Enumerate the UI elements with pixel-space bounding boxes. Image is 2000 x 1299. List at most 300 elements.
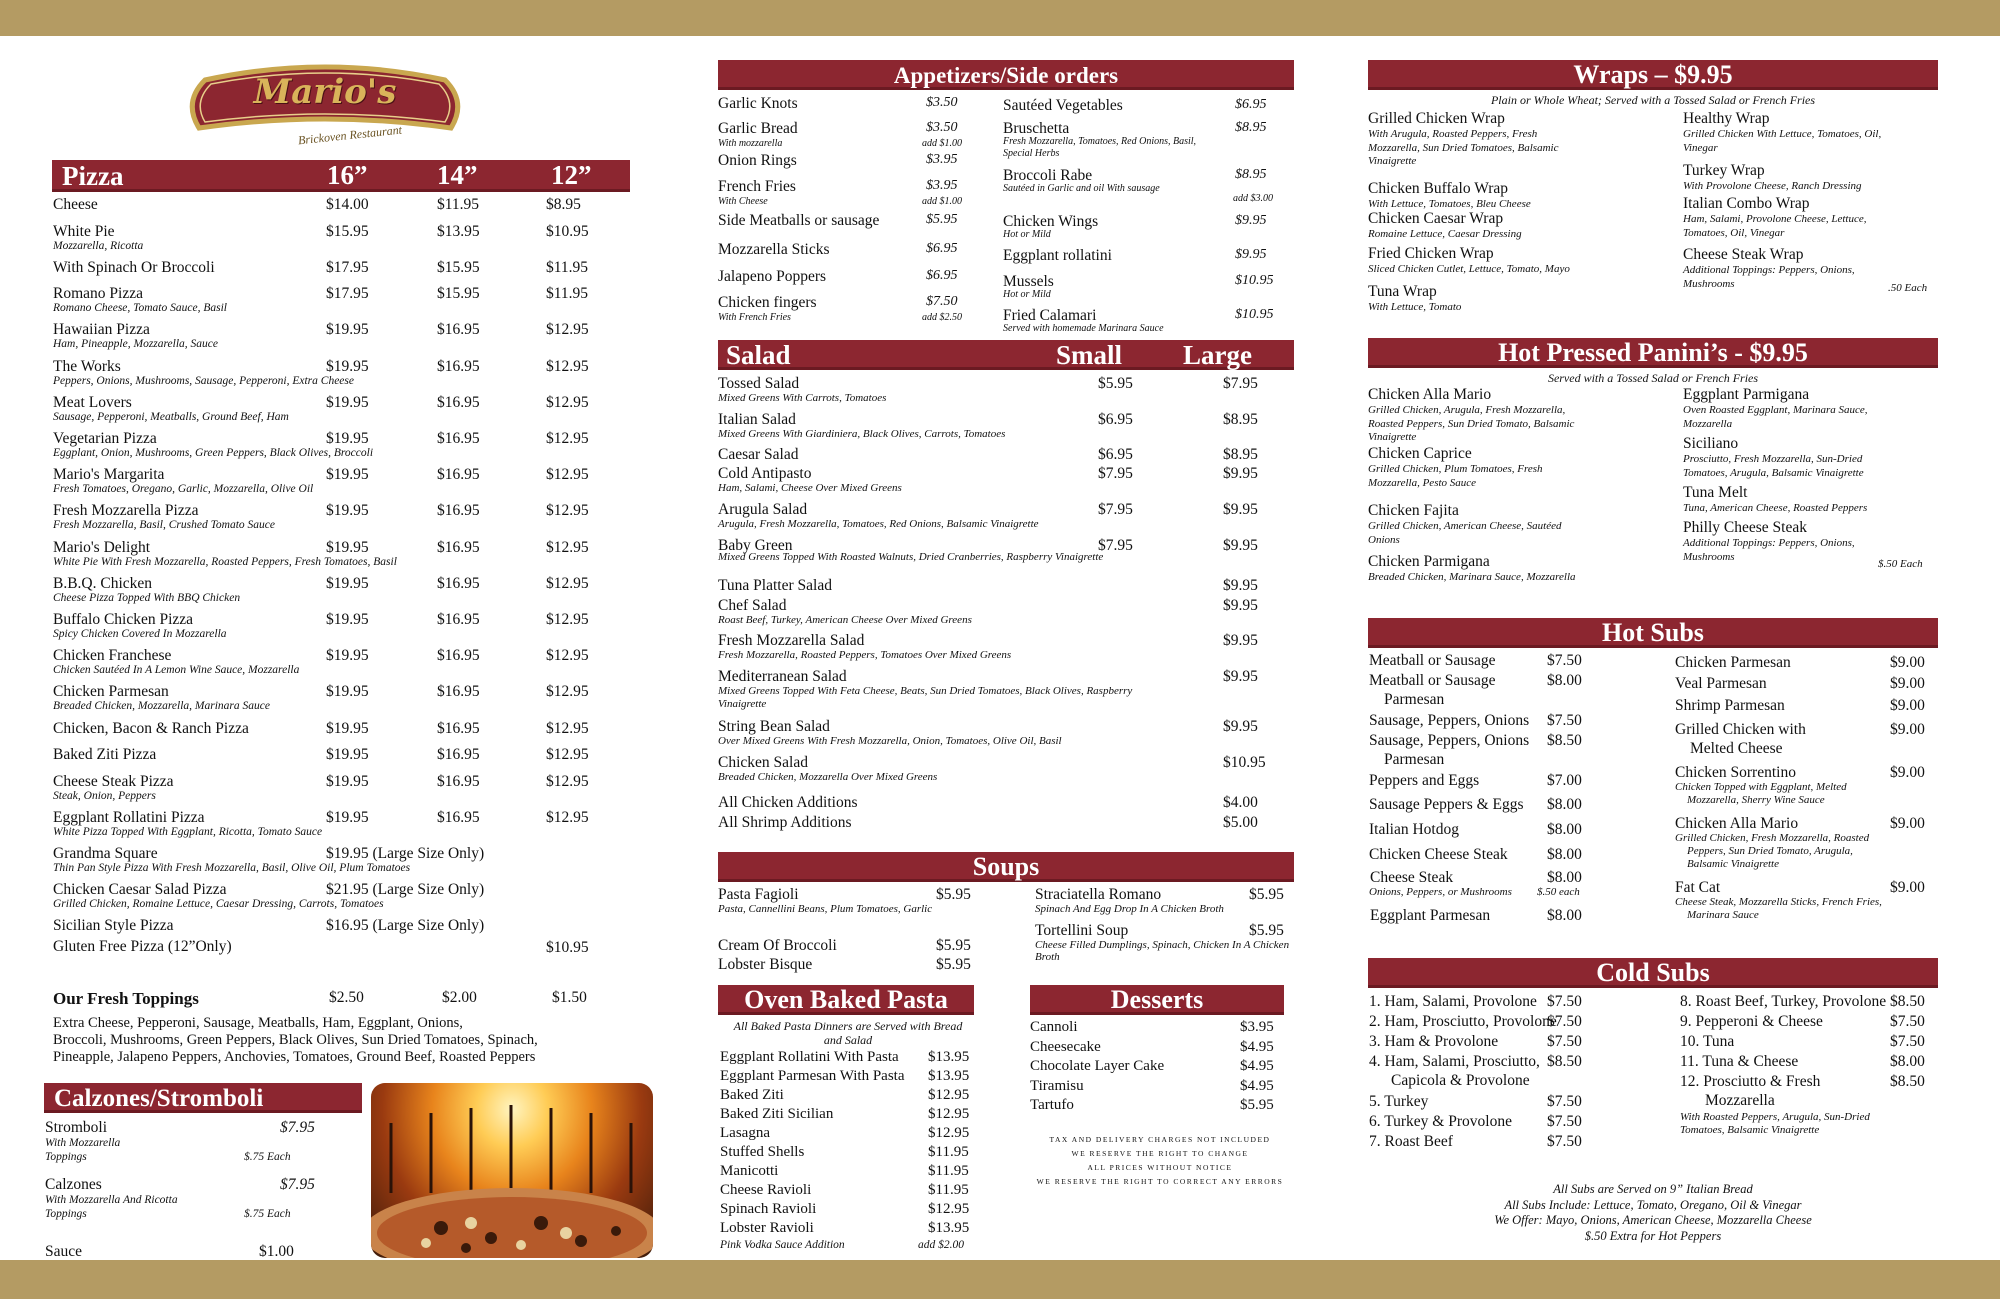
coldsub-name: 12. Prosciutto & Fresh: [1680, 1073, 1821, 1090]
hotsub-row: [1369, 907, 1669, 943]
appetizer-name: Garlic Knots: [718, 95, 798, 112]
wraps-item-desc: With Lettuce, Tomatoes, Bleu Cheese: [1368, 198, 1531, 210]
dessert-row: [1030, 1039, 1284, 1058]
dessert-name: Tartufo: [1030, 1097, 1074, 1113]
wraps-item-name: Chicken Caesar Wrap: [1368, 210, 1504, 227]
panini-item-desc: Tuna, American Cheese, Roasted Peppers: [1683, 502, 1868, 514]
appetizer-name: French Fries: [718, 178, 796, 195]
hotsub-name2: Parmesan: [1384, 751, 1445, 768]
pasta-vodka-price: add $2.00: [918, 1239, 964, 1251]
pizza-price-16: $16.95 (Large Size Only): [326, 917, 485, 934]
panini-item-desc: Mozzarella, Pesto Sauce: [1368, 476, 1477, 489]
salad-price-large: $9.95: [1223, 465, 1258, 482]
wraps-item-desc: Additional Toppings: Peppers, Onions,: [1683, 264, 1855, 276]
pizza-price-16: $15.95: [326, 222, 369, 240]
pizza-item-desc: Grilled Chicken, Romaine Lettuce, Caesar Dressing, Carrots, Tomatoes: [53, 898, 384, 910]
coldsubs-note: All Subs Include: Lettuce, Tomato, Oregano, Oil & Vinegar: [1504, 1197, 1802, 1212]
appetizer-price: $9.95: [1235, 247, 1267, 262]
salad-price-large: $9.95: [1223, 597, 1258, 614]
hotsub-row: [1369, 732, 1669, 768]
pizza-price-16: $21.95 (Large Size Only): [326, 881, 485, 898]
salad-row: [718, 411, 1294, 445]
salad-price-large: $9.95: [1223, 718, 1258, 735]
wraps-item-desc: Mozzarella, Sun Dried Tomatoes, Balsamic: [1368, 141, 1559, 154]
pizza-row: [52, 845, 630, 881]
wraps-item-name: Cheese Steak Wrap: [1683, 246, 1804, 263]
pasta-vodka-row: [718, 1239, 974, 1255]
salad-item-desc: Ham, Salami, Cheese Over Mixed Greens: [718, 482, 902, 494]
wraps-header: [1368, 60, 1938, 90]
salad-row: [718, 632, 1294, 666]
pizza-price-12: $10.95: [546, 222, 589, 240]
appetizer-add: add $1.00: [922, 138, 962, 149]
hotsub-price: $8.00: [1547, 869, 1582, 886]
pasta-name: Baked Ziti Sicilian: [720, 1106, 834, 1122]
hotsub-name: Peppers and Eggs: [1369, 772, 1480, 789]
salad-price-small: $6.95: [1098, 446, 1133, 463]
coldsub-name2: Mozzarella: [1705, 1092, 1775, 1109]
appetizer-name: Garlic Bread: [718, 120, 798, 137]
coldsub-price: $7.50: [1890, 1013, 1925, 1030]
salad-row: [718, 465, 1294, 499]
hotsub-price: $9.00: [1890, 675, 1925, 692]
wraps-item: [1368, 210, 1623, 250]
pizza-row: [52, 502, 630, 538]
appetizer-row: [718, 95, 998, 123]
fine-print-line: WE RESERVE THE RIGHT TO CORRECT ANY ERRORS: [1036, 1177, 1284, 1186]
appetizer-price: $7.50: [926, 294, 958, 309]
salad-row: [718, 814, 1294, 848]
wraps-item-desc: With Lettuce, Tomato: [1368, 301, 1462, 313]
toppings-row: [52, 989, 630, 1015]
hotsub-desc3: Balsamic Vinaigrette: [1687, 858, 1779, 870]
salad-item-name: All Shrimp Additions: [718, 814, 852, 831]
pizza-size-p12: 12”: [551, 160, 592, 190]
appetizer-name: Bruschetta: [1003, 120, 1070, 137]
appetizer-add: add $1.00: [922, 196, 962, 207]
pasta-header-title: Oven Baked Pasta: [744, 985, 948, 1014]
pizza-price-14: $16.95: [437, 746, 480, 764]
pizza-price-12: $12.95: [546, 393, 589, 411]
panini-note: Served with a Tossed Salad or French Fries: [1547, 371, 1759, 385]
pasta-row: [718, 1087, 974, 1106]
hotsub-name: Sausage Peppers & Eggs: [1369, 796, 1524, 813]
appetizer-price: $6.95: [926, 241, 958, 256]
pizza-item-name: Meat Lovers: [53, 393, 132, 411]
appetizer-row: [718, 294, 998, 322]
pizza-item-name: Grandma Square: [53, 845, 158, 862]
calzones-header-title: Calzones/Stromboli: [54, 1084, 264, 1112]
hotsub-name: Meatball or Sausage: [1369, 652, 1496, 669]
fine-print-line: ALL PRICES WITHOUT NOTICE: [1087, 1163, 1233, 1172]
pizza-row: [52, 773, 630, 809]
soups-section: [718, 852, 1294, 973]
pizza-price-12: $12.95: [546, 683, 589, 701]
pizza-item-desc: Sausage, Pepperoni, Meatballs, Ground Beef, Ham: [53, 410, 289, 423]
hotsub-name: Meatball or Sausage: [1369, 672, 1496, 689]
panini-item-name: Chicken Fajita: [1368, 502, 1459, 519]
pizza-price-12: $12.95: [546, 321, 589, 339]
pasta-price: $12.95: [928, 1106, 970, 1122]
hotsub-price: $9.00: [1890, 764, 1925, 781]
coldsub-name: 8. Roast Beef, Turkey, Provolone: [1680, 993, 1887, 1010]
pizza-item-name: The Works: [53, 357, 121, 375]
wraps-item-desc: Vinaigrette: [1368, 155, 1417, 167]
soup-price: $5.95: [936, 956, 971, 973]
pasta-row: [718, 1201, 974, 1220]
pasta-row: [718, 1163, 974, 1182]
salad-price-large: $10.95: [1223, 754, 1266, 771]
soup-name: Straciatella Romano: [1035, 886, 1162, 903]
hotsub-price: $8.50: [1547, 732, 1582, 749]
hotsub-price: $9.00: [1890, 654, 1925, 671]
pizza-price-12: $12.95: [546, 647, 589, 665]
pizza-price-14: $16.95: [437, 393, 480, 411]
desserts-section: [1030, 985, 1284, 1186]
salad-item-name: Cold Antipasto: [718, 465, 812, 482]
pizza-price-12: $12.95: [546, 466, 589, 484]
appetizer-row: [718, 268, 998, 296]
salad-price-large: $4.00: [1223, 794, 1258, 811]
hotsub-price: $8.00: [1547, 846, 1582, 863]
appetizer-row: [718, 241, 998, 269]
panini-item: [1683, 386, 1938, 430]
toppings-price-12: $1.50: [552, 988, 587, 1006]
appetizer-name: Sautéed Vegetables: [1003, 97, 1123, 114]
pizza-header-title: Pizza: [62, 160, 124, 191]
soup-price: $5.95: [1249, 922, 1284, 939]
coldsub-name: 11. Tuna & Cheese: [1680, 1053, 1799, 1070]
pizza-price-14: $16.95: [437, 502, 480, 520]
pizza-price-12: $12.95: [546, 772, 589, 790]
hotsub-name: Chicken Cheese Steak: [1369, 846, 1508, 863]
soups-header: [718, 852, 1294, 882]
coldsubs-note: We Offer: Mayo, Onions, American Cheese, Mozzarella Cheese: [1494, 1213, 1812, 1227]
appetizers-header-title: Appetizers/Side orders: [893, 62, 1119, 88]
pasta-row: [718, 1125, 974, 1144]
wraps-header-title: Wraps – $9.95: [1573, 60, 1733, 89]
toppings-price-14: $2.00: [442, 988, 477, 1006]
wraps-item-desc: Ham, Salami, Provolone Cheese, Lettuce,: [1683, 213, 1867, 225]
pizza-row: [52, 938, 630, 965]
cold-subs-section: [1368, 958, 1938, 1243]
calzone-item-desc2: Toppings: [45, 1151, 87, 1163]
pizza-item-desc: Eggplant, Onion, Mushrooms, Green Peppers, Black Olives, Broccoli: [53, 447, 374, 459]
hotsub-name2: Melted Cheese: [1690, 740, 1783, 757]
pizza-row: [52, 223, 630, 259]
salad-price-large: $9.95: [1223, 501, 1258, 518]
wraps-item-name: Healthy Wrap: [1683, 110, 1770, 127]
hotsub-name: Eggplant Parmesan: [1370, 907, 1491, 924]
salad-item-desc: Mixed Greens Topped With Roasted Walnuts, Dried Cranberries, Raspberry Vinaigrette: [718, 551, 1104, 563]
salad-item-name: Tossed Salad: [718, 375, 800, 392]
pizza-item-desc: Breaded Chicken, Mozzarella, Marinara Sauce: [53, 700, 270, 713]
pizza-price-16: $19.95: [326, 321, 369, 339]
appetizer-price: $8.95: [1235, 120, 1267, 135]
panini-item: [1368, 502, 1623, 546]
hotsub-name: Fat Cat: [1675, 879, 1721, 896]
pizza-item-name: Buffalo Chicken Pizza: [53, 611, 194, 628]
calzone-row: [44, 1243, 362, 1293]
salad-row: [718, 375, 1294, 409]
pizza-price-14: $15.95: [437, 258, 480, 276]
hotsub-price: $9.00: [1890, 721, 1925, 738]
panini-item-desc: Grilled Chicken, Arugula, Fresh Mozzarella,: [1368, 404, 1566, 416]
salad-item-desc: Mixed Greens Topped With Feta Cheese, Beats, Sun Dried Tomatoes, Black Olives, Raspberry Vinaigrette: [718, 685, 1133, 710]
pizza-price-16: $19.95: [326, 647, 369, 665]
salad-item-name: Arugula Salad: [718, 501, 808, 518]
panini-item-name: Chicken Parmigana: [1368, 553, 1490, 570]
hotsub-name: Cheese Steak: [1370, 869, 1454, 886]
coldsub-desc2: Tomatoes, Balsamic Vinaigrette: [1680, 1124, 1820, 1136]
pizza-item-desc: Peppers, Onions, Mushrooms, Sausage, Pepperoni, Extra Cheese: [53, 374, 354, 387]
salad-item-name: All Chicken Additions: [718, 794, 858, 811]
appetizer-row: [718, 152, 998, 180]
brand-logo: [185, 62, 465, 162]
desserts-header: [1030, 985, 1284, 1015]
coldsubs-note: All Subs are Served on 9” Italian Bread: [1553, 1182, 1753, 1196]
hotsub-price: $8.00: [1547, 796, 1582, 813]
pasta-price: $11.95: [928, 1144, 969, 1160]
dessert-row: [1030, 1097, 1284, 1116]
pizza-price-14: $16.95: [437, 611, 480, 628]
appetizer-price: $3.95: [926, 152, 958, 167]
pasta-name: Stuffed Shells: [720, 1144, 805, 1160]
wraps-item-name: Fried Chicken Wrap: [1368, 245, 1494, 262]
pizza-item-desc: Steak, Onion, Peppers: [53, 789, 156, 802]
fine-print-line: TAX AND DELIVERY CHARGES NOT INCLUDED: [1049, 1135, 1271, 1144]
appetizer-desc: With French Fries: [718, 312, 791, 323]
pizza-row: [52, 881, 630, 917]
coldsub-name: 1. Ham, Salami, Provolone: [1369, 993, 1537, 1010]
appetizer-desc: Fresh Mozzarella, Tomatoes, Red Onions, Basil, Special Herbs: [1003, 136, 1197, 159]
hotsub-desc2: Marinara Sauce: [1687, 909, 1759, 921]
appetizer-name: Chicken fingers: [718, 294, 817, 311]
pizza-price-14: $16.95: [437, 430, 480, 447]
appetizer-price: $10.95: [1235, 307, 1274, 322]
hotsubs-header: [1368, 618, 1938, 648]
appetizer-name: Broccoli Rabe: [1003, 167, 1093, 184]
hotsub-name: Sausage, Peppers, Onions: [1369, 712, 1530, 729]
calzone-item-desc: With Mozzarella And Ricotta: [45, 1194, 178, 1206]
pizza-price-14: $15.95: [437, 285, 480, 303]
pizza-item-desc: White Pie With Fresh Mozzarella, Roasted Peppers, Fresh Tomatoes, Basil: [53, 555, 397, 568]
pasta-section: [718, 985, 974, 1251]
pizza-item-desc: Fresh Tomatoes, Oregano, Garlic, Mozzarella, Olive Oil: [53, 483, 314, 496]
appetizer-desc: With Cheese: [718, 196, 768, 207]
panini-section: [1368, 338, 1938, 583]
pizza-price-16: $19.95: [326, 611, 369, 628]
pasta-name: Baked Ziti: [720, 1087, 784, 1103]
panini-item-name: Eggplant Parmigana: [1683, 386, 1810, 403]
hotsub-desc2: Peppers, Sun Dried Tomato, Arugula,: [1687, 845, 1853, 857]
wraps-item-desc: Mushrooms: [1683, 277, 1735, 290]
pizza-price-16: $19.95: [326, 466, 369, 484]
calzones-header: [44, 1083, 362, 1113]
panini-item-desc: Grilled Chicken, Plum Tomatoes, Fresh: [1368, 463, 1543, 475]
dessert-name: Cheesecake: [1030, 1038, 1101, 1055]
coldsubs-header: [1368, 958, 1938, 988]
coldsub-row: [1369, 1053, 1669, 1089]
pizza-price-16: $19.95: [326, 502, 369, 520]
dessert-price: $4.95: [1240, 1077, 1274, 1094]
appetizer-price: $6.95: [1235, 97, 1267, 112]
soup-row: [1035, 922, 1295, 962]
panini-item-name: Chicken Alla Mario: [1368, 386, 1492, 403]
appetizer-price: $5.95: [926, 212, 958, 227]
calzones-section: [44, 1083, 362, 1260]
pasta-row: [718, 1068, 974, 1087]
wraps-item-desc: With Arugula, Roasted Peppers, Fresh: [1368, 128, 1538, 140]
salad-row: [718, 754, 1294, 788]
panini-each: $.50 Each: [1878, 558, 1923, 570]
coldsub-name: 3. Ham & Provolone: [1369, 1033, 1499, 1050]
wraps-item-desc: With Provolone Cheese, Ranch Dressing: [1683, 180, 1862, 192]
pasta-name: Lasagna: [720, 1125, 770, 1141]
appetizer-row: [718, 178, 998, 206]
hotsub-price: $8.00: [1547, 821, 1582, 838]
panini-item-desc: Grilled Chicken, American Cheese, Sautéed: [1368, 520, 1562, 532]
calzone-item-price: $7.95: [280, 1176, 315, 1193]
toppings-list-line: Broccoli, Mushrooms, Green Peppers, Black Olives, Sun Dried Tomatoes, Spinach,: [53, 1031, 538, 1048]
calzone-item-name: Calzones: [45, 1176, 102, 1193]
pasta-name: Spinach Ravioli: [720, 1201, 817, 1217]
pizza-item-desc: Ham, Pineapple, Mozzarella, Sauce: [53, 338, 219, 351]
pizza-item-name: Chicken Caesar Salad Pizza: [53, 881, 227, 898]
wraps-item: [1368, 283, 1623, 323]
coldsub-name: 10. Tuna: [1680, 1033, 1735, 1050]
panini-header-title: Hot Pressed Panini’s - $9.95: [1498, 338, 1808, 367]
appetizer-name: Side Meatballs or sausage: [718, 212, 880, 229]
wraps-item: [1683, 110, 1938, 154]
coldsub-price: $8.50: [1890, 993, 1925, 1010]
panini-item-desc: Roasted Peppers, Sun Dried Tomato, Balsamic: [1368, 417, 1575, 430]
panini-item: [1683, 435, 1938, 479]
hotsub-price: $7.50: [1547, 652, 1582, 669]
coldsub-price: $7.50: [1890, 1033, 1925, 1050]
salad-large-label: Large: [1183, 340, 1252, 370]
pasta-price: $12.95: [928, 1201, 970, 1217]
salad-price-large: $9.95: [1223, 537, 1258, 554]
wraps-item-desc: Sliced Chicken Cutlet, Lettuce, Tomato, Mayo: [1368, 263, 1570, 275]
hotsub-row: [1675, 815, 1938, 870]
calzone-item-price: $1.00: [259, 1243, 294, 1260]
salad-item-desc: Roast Beef, Turkey, American Cheese Over Mixed Greens: [718, 614, 972, 626]
appetizer-desc: Served with homemade Marinara Sauce: [1003, 323, 1164, 334]
pizza-item-name: Hawaiian Pizza: [53, 321, 150, 339]
pizza-size-p14: 14”: [437, 160, 478, 190]
coldsub-name: 9. Pepperoni & Cheese: [1680, 1013, 1823, 1030]
pizza-price-16: $14.00: [326, 196, 369, 213]
soup-price: $5.95: [936, 886, 971, 903]
salad-price-small: $7.95: [1098, 537, 1133, 554]
dessert-row: [1030, 1078, 1284, 1097]
coldsubs-note: $.50 Extra for Hot Peppers: [1584, 1228, 1722, 1243]
hotsub-desc: Cheese Steak, Mozzarella Sticks, French Fries,: [1675, 896, 1882, 908]
calzone-row: [44, 1119, 362, 1169]
hotsub-price: $9.00: [1890, 815, 1925, 832]
pizza-item-desc: Fresh Mozzarella, Basil, Crushed Tomato Sauce: [53, 519, 276, 532]
appetizer-add: add $2.50: [922, 312, 962, 323]
soup-name: Tortellini Soup: [1035, 922, 1129, 939]
pizza-price-12: $12.95: [546, 538, 589, 556]
pizza-item-name: Romano Pizza: [53, 285, 143, 303]
pizza-item-desc: Thin Pan Style Pizza With Fresh Mozzarella, Basil, Olive Oil, Plum Tomatoes: [53, 862, 411, 874]
soup-row: [718, 886, 1008, 926]
panini-item-desc: Oven Roasted Eggplant, Marinara Sauce,: [1683, 404, 1868, 416]
hotsub-price: $8.00: [1547, 907, 1582, 924]
appetizer-name: Fried Calamari: [1003, 307, 1097, 324]
pizza-price-16: $19.95: [326, 538, 369, 556]
soup-price: $5.95: [1249, 886, 1284, 903]
hotsub-desc: Onions, Peppers, or Mushrooms: [1369, 886, 1512, 898]
wraps-item-desc: Vinegar: [1683, 141, 1718, 154]
pizza-item-name: With Spinach Or Broccoli: [53, 258, 215, 276]
coldsub-price: $7.50: [1547, 1013, 1582, 1030]
coldsub-name: 6. Turkey & Provolone: [1369, 1113, 1512, 1130]
pasta-price: $13.95: [928, 1049, 970, 1065]
pizza-item-desc: Spicy Chicken Covered In Mozzarella: [53, 628, 227, 640]
fine-print-line: WE RESERVE THE RIGHT TO CHANGE: [1071, 1149, 1249, 1158]
pizza-price-16: $19.95: [326, 357, 369, 375]
appetizer-name: Onion Rings: [718, 152, 797, 169]
salad-item-desc: Fresh Mozzarella, Roasted Peppers, Tomatoes Over Mixed Greens: [718, 649, 1012, 661]
wraps-item: [1368, 110, 1623, 167]
salad-item-name: String Bean Salad: [718, 718, 830, 735]
soup-name: Cream Of Broccoli: [718, 937, 837, 954]
toppings-label: Our Fresh Toppings: [53, 988, 199, 1008]
appetizers-section: [718, 60, 1294, 334]
wraps-item-desc: Grilled Chicken With Lettuce, Tomatoes, Oil,: [1683, 128, 1882, 140]
pizza-oven-photo: [371, 1083, 653, 1258]
appetizer-price: $10.95: [1235, 273, 1274, 288]
coldsub-name: 7. Roast Beef: [1369, 1133, 1453, 1150]
coldsub-name: 2. Ham, Prosciutto, Provolone: [1369, 1013, 1557, 1030]
hotsub-name: Sausage, Peppers, Onions: [1369, 732, 1530, 749]
pizza-item-name: Mario's Margarita: [53, 466, 165, 484]
pizza-price-12: $12.95: [546, 502, 589, 520]
hotsub-row: [1369, 672, 1669, 708]
calzone-row: [44, 1176, 362, 1226]
coldsub-price: $8.50: [1890, 1073, 1925, 1090]
top-gold-band: [0, 0, 2000, 36]
coldsub-price: $7.50: [1547, 1093, 1582, 1110]
panini-header: [1368, 338, 1938, 368]
pizza-item-name: Vegetarian Pizza: [53, 430, 157, 447]
appetizer-name: Chicken Wings: [1003, 213, 1099, 230]
pizza-row: [52, 683, 630, 719]
salad-price-large: $9.95: [1223, 668, 1258, 685]
pizza-row: [52, 321, 630, 357]
pizza-row: [52, 358, 630, 394]
pizza-price-16: $19.95 (Large Size Only): [326, 845, 485, 862]
salad-item-desc: Arugula, Fresh Mozzarella, Tomatoes, Red Onions, Balsamic Vinaigrette: [718, 518, 1039, 530]
hotsub-name: Chicken Alla Mario: [1675, 815, 1799, 832]
pizza-price-12: $10.95: [546, 939, 589, 956]
salad-price-small: $5.95: [1098, 375, 1133, 392]
hotsub-desc: Chicken Topped with Eggplant, Melted: [1675, 781, 1847, 793]
dessert-price: $5.95: [1240, 1097, 1274, 1113]
coldsub-name: 4. Ham, Salami, Prosciutto,: [1369, 1053, 1540, 1070]
hotsub-desc: Grilled Chicken, Fresh Mozzarella, Roasted: [1675, 832, 1870, 844]
calzone-item-desc2: Toppings: [45, 1208, 87, 1220]
hotsub-name: Grilled Chicken with: [1675, 721, 1806, 738]
hotsub-row: [1675, 764, 1938, 814]
dessert-row: [1030, 1019, 1284, 1038]
appetizer-price: $9.95: [1235, 213, 1267, 228]
salad-item-name: Chef Salad: [718, 597, 787, 614]
hotsub-price: $8.00: [1547, 672, 1582, 689]
